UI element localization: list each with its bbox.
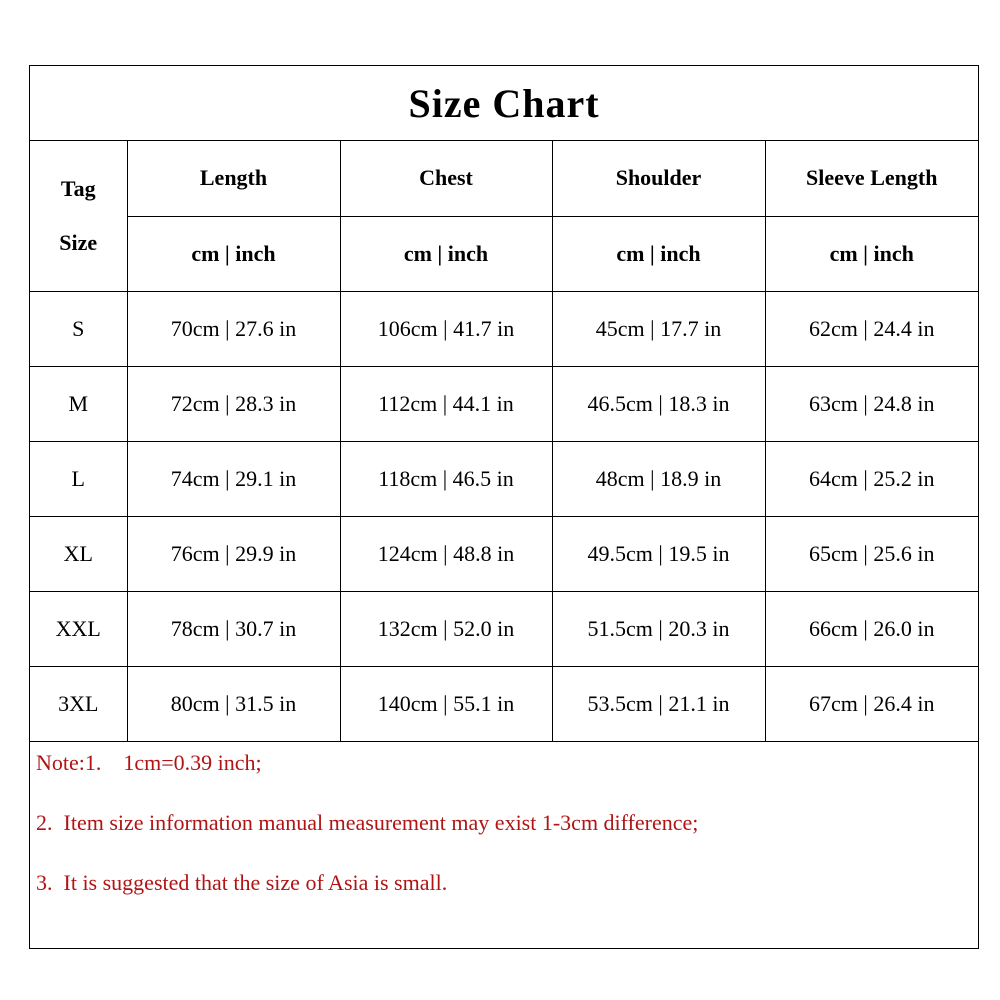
note-2: 2. Item size information manual measurement may exist 1-3cm difference; [36,810,699,835]
measurement-cell: 74cm | 29.1 in [127,441,340,516]
measurement-cell: 45cm | 17.7 in [552,291,765,366]
table-row [30,516,978,591]
measurement-cell: 62cm | 24.4 in [765,291,978,366]
header-row [30,141,978,216]
unit-header: cm | inch [127,216,340,291]
size-cell: M [30,366,127,441]
measurement-cell: 46.5cm | 18.3 in [552,366,765,441]
chart-title: Size Chart [30,66,978,141]
unit-header: cm | inch [552,216,765,291]
measurement-cell: 72cm | 28.3 in [127,366,340,441]
measurement-cell: 64cm | 25.2 in [765,441,978,516]
size-rows [30,291,978,741]
size-cell: XL [30,516,127,591]
measurement-cell: 76cm | 29.9 in [127,516,340,591]
tag-size-header [30,141,127,291]
measurement-cell: 66cm | 26.0 in [765,591,978,666]
note-1: Note:1. 1cm=0.39 inch; [36,750,262,775]
table-row [30,291,978,366]
column-header-sleeve-length: Sleeve Length [765,141,978,216]
measurement-cell: 80cm | 31.5 in [127,666,340,741]
units-row [30,216,978,291]
measurement-cell: 140cm | 55.1 in [340,666,552,741]
measurement-cell: 51.5cm | 20.3 in [552,591,765,666]
table-row [30,591,978,666]
measurement-cell: 53.5cm | 21.1 in [552,666,765,741]
measurement-cell: 65cm | 25.6 in [765,516,978,591]
unit-header: cm | inch [340,216,552,291]
measurement-cell: 49.5cm | 19.5 in [552,516,765,591]
measurement-cell: 70cm | 27.6 in [127,291,340,366]
note-3: 3. It is suggested that the size of Asia is small. [36,870,448,895]
measurement-cell: 48cm | 18.9 in [552,441,765,516]
table-row [30,441,978,516]
column-header-shoulder: Shoulder [552,141,765,216]
size-label: Size [59,229,98,255]
size-cell: L [30,441,127,516]
measurement-cell: 67cm | 26.4 in [765,666,978,741]
unit-header: cm | inch [765,216,978,291]
size-chart [29,65,979,949]
measurement-cell: 132cm | 52.0 in [340,591,552,666]
column-header-chest: Chest [340,141,552,216]
measurement-cell: 106cm | 41.7 in [340,291,552,366]
size-table [30,141,978,742]
tag-label: Tag [60,175,96,201]
column-header-length: Length [127,141,340,216]
measurement-cell: 118cm | 46.5 in [340,441,552,516]
size-cell: XXL [30,591,127,666]
size-cell: S [30,291,127,366]
measurement-cell: 112cm | 44.1 in [340,366,552,441]
table-row [30,666,978,741]
measurement-cell: 78cm | 30.7 in [127,591,340,666]
notes [30,743,978,923]
measurement-cell: 63cm | 24.8 in [765,366,978,441]
size-cell: 3XL [30,666,127,741]
table-row [30,366,978,441]
measurement-cell: 124cm | 48.8 in [340,516,552,591]
